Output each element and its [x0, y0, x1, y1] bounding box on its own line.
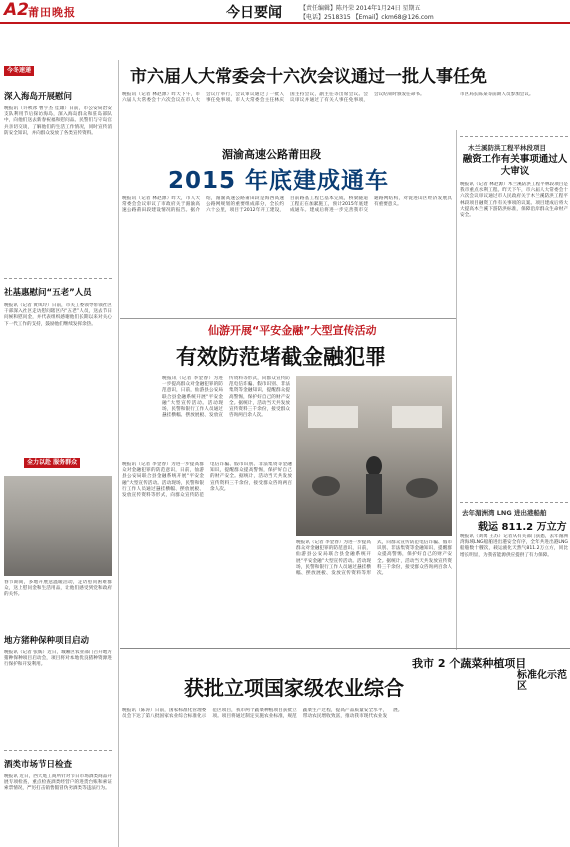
divider: [460, 502, 568, 503]
right-top-body: 市区局长陈某等前期人员参加会议。: [460, 92, 534, 97]
main-headline: 市六届人大常委会十六次会议通过一批人事任免: [130, 67, 487, 87]
sidebar-photo-caption: 春节期间，多地开展送温暖活动，走访慰问困难群众，送上慰问金和生活用品，让他们感受到党和政府的关怀。: [4, 580, 112, 598]
sidebar-story1-body: 晚报讯（许秋冰 曹宇杰 佳雄）日前，市公安局治安支队利用节后探访海岛，深入海岛群众和驻岛部队中，向他们送去新春祝福和慰问品。民警们与守岛官兵亲切交谈，了解他们的生活工作情况，同时宣传消防安全知识，并向群众发放了各类宣传资料。: [4, 106, 112, 136]
sidebar-story1-title: 深入海岛开展慰问: [4, 92, 73, 102]
sidebar-story3-body: 晚报讯（记者 张嫣）近日，城厢区农业部门召开地方猪种保种项目启动会，项目将对本地优良猪种资源进行保护和开发利用。: [4, 650, 112, 668]
sidebar-photo: [4, 476, 112, 576]
divider: [460, 136, 568, 137]
sidebar-tag-2: 全力以赴 服务群众: [24, 458, 80, 468]
column-rule: [456, 130, 457, 650]
agri-kicker: 我市 2 个蔬菜种植项目: [412, 657, 527, 670]
page-header: [0, 0, 570, 40]
sidebar-story4-title: 酒类市场节日检查: [4, 760, 73, 770]
finance-subtitle: 仙游开展“平安金融”大型宣传活动: [208, 324, 377, 337]
lng-headline: 载运 811.2 万立方: [478, 522, 567, 533]
finance-title: 有效防范堵截金融犯罪: [176, 345, 386, 369]
right-title: 融资工作有关事项通过人大审议: [462, 154, 568, 177]
agri-rule: [120, 648, 570, 649]
section-title: 今日要闻: [226, 5, 282, 21]
sidebar-story2-title: 社基惠慰问“五老”人员: [4, 288, 92, 298]
agri-body: 晚报讯（陈涛）日前，国家标准化管理委员会下达了第八批国家农业综合标准化示范区项目，我市两个蔬菜种植项目获批立项。项目将通过制定实施农业标准，规范蔬菜生产过程，提高产品质量安全水平，带动农民增收致富，推动我市现代农业发展。: [122, 708, 403, 720]
finance-body-right: 晚报讯（记者 李金春）为进一步提高群众对金融犯罪的防范意识，日前，仙游县公安局联合县金融系统开展“平安金融”大型宣传活动。活动现场，民警和银行工作人员通过悬挂横幅、摆放展板、发放宣传资料等形式，向群众宣传防范电信诈骗、假币识别、非法集资等金融知识，提醒群众提高警惕，保护好自己的财产安全。据统计，活动当天共发放宣传资料三千余份，接受群众咨询两百余人次。: [296, 540, 452, 577]
sidebar-story4-body: 晚报讯 近日，西天尾工商所针对节日市场酒类商品开展专项检查，重点检查酒类经营户的进货台账和索证索票情况，严厉打击销售假冒伪劣酒类等违法行为。: [4, 774, 112, 792]
finance-body-left: 晚报讯（记者 李金春）为进一步提高群众对金融犯罪的防范意识，日前，仙游县公安局联合县金融系统开展“平安金融”大型宣传活动。活动现场，民警和银行工作人员通过悬挂横幅、摆放展板、发放宣传资料等形式，向群众宣传防范电信诈骗、假币识别、非法集资等金融知识，提醒群众提高警惕，保护好自己的财产安全。据统计，活动当天共发放宣传资料三千余份，接受群众咨询两百余人次。: [162, 376, 290, 419]
top-story-body: 晚报讯（记者 林赵源）昨天下午，市六届人大常委会十六次会议在市人大会议厅举行，会议审议通过了一批人事任免事项。市人大常委会主任林庆国主持会议，副主任等出席会议。会议审议并通过了有关人事任免事项，会议结束时颁发任命书。: [122, 92, 425, 104]
divider: [4, 750, 112, 751]
agri-title-tail: 标准化示范区: [517, 670, 567, 692]
road-subtitle: 湄渝高速公路莆田段: [222, 148, 321, 161]
sidebar-story2-body: 晚报讯（记者 黄凤玲）日前，市关工委领导带领社区干部深入社区走访慰问辖区内“五老”人员，送去节日问候和慰问金，并代表组织感谢他们长期以来对关心下一代工作的支持，鼓励他们继续发挥余热。: [4, 303, 112, 327]
right-body: 晚报讯（记者 林赵源）木兰溪防洪工程平林段项目是我市重点水利工程。昨天下午，市六届人大常委会十六次会议审议通过市人民政府关于木兰溪防洪工程平林段项目融资工作有关事项的议案。项目建成后将大大提高木兰溪下游防洪标准，保障沿岸群众生命财产安全。: [460, 182, 568, 219]
left-sidebar: [0, 60, 116, 847]
finance-body-lower: 晚报讯（记者 李金春）为进一步提高群众对金融犯罪的防范意识，日前，仙游县公安局联合县金融系统开展“平安金融”大型宣传活动。活动现场，民警和银行工作人员通过悬挂横幅、摆放展板、发放宣传资料等形式，向群众宣传防范电信诈骗、假币识别、非法集资等金融知识，提醒群众提高警惕，保护好自己的财产安全。据统计，活动当天共发放宣传资料三千余份，接受群众咨询两百余人次。: [122, 462, 292, 499]
paper-name: 莆田晚报: [28, 6, 76, 19]
road-body: 晚报讯（记者 林赵源）昨天，市人大常委会会议审议了市政府关于湄渝高速公路莆田段建设情况的报告。据介绍，湄渝高速公路莆田段是海西高速公路网规划的重要组成部分，全长约六十公里，项目于2012年开工建设，目前路基工程已基本完成，桥梁隧道工程正在加紧施工，预计2015年底建成通车。建成后将进一步完善我市交通路网结构，对促进山区经济发展具有重要意义。: [122, 196, 452, 214]
lng-body: 晚报讯（刘勇 王苏）记者从有关部门获悉，去年湄洲湾海域LNG船舶进出港安全有序，全年共进出港LNG船舶数十艘次，载运液化天然气811.2万立方，同比增长明显，为我省能源供应提供了有力保障。: [460, 534, 568, 558]
column-rule: [118, 60, 119, 847]
finance-photo: [296, 376, 452, 536]
divider: [4, 278, 112, 279]
crowd-photo-icon: [296, 376, 452, 536]
page-number: A2: [4, 0, 29, 20]
road-title: 2015 年底建成通车: [168, 168, 390, 194]
lng-title: 去年湄洲湾 LNG 进出港船舶: [462, 509, 547, 517]
sidebar-tag: 今冬速递: [4, 66, 34, 76]
sidebar-story3-title: 地方猪种保种项目启动: [4, 636, 90, 646]
agri-title: 获批立项国家级农业综合: [184, 676, 404, 700]
contact-line: 【电话】2518315 【Email】ckm68@126.com: [300, 14, 434, 21]
right-title-small: 木兰溪防洪工程平林段项目: [468, 144, 546, 152]
duty-line: 【责任编辑】陈丹荣 2014年1月24日 星期五: [300, 5, 421, 12]
header-rule: [0, 22, 570, 24]
